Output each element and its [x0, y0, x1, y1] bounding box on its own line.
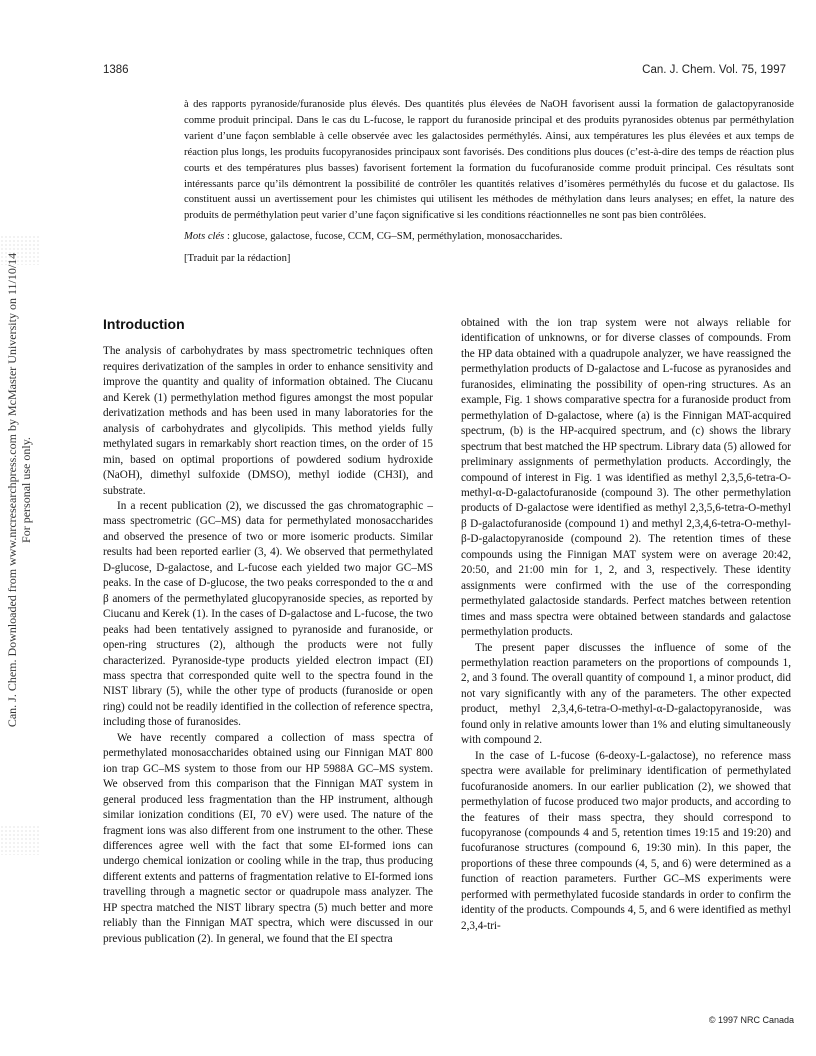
paragraph: The analysis of carbohydrates by mass spectrometric techniques often requires derivatization of the samples in order to enhance sensitivity and improve the quantity and quality of information obtained. The Ciucanu and Kerek (1) permethylation method figures amongst the most popular derivatization methods and has been used in many laboratories for the analysis of carbohydrates and glycolipids. This method yields fully methylated sugars in remarkably short reaction times, on the order of 15 min, based on optimal proportions of powdered sodium hydroxide (NaOH), dimethyl sulfoxide (DMSO), methyl iodide (CH3I), and substrate. — [103, 345, 433, 497]
french-abstract — [184, 97, 794, 267]
download-watermark — [4, 252, 34, 728]
keywords-label: Mots clés — [184, 231, 225, 243]
copyright-notice: © 1997 NRC Canada — [708, 1015, 794, 1025]
right-column — [461, 316, 791, 934]
translation-note: [Traduit par la rédaction] — [184, 253, 291, 265]
keywords-line — [184, 229, 794, 245]
abstract-text: à des rapports pyranoside/furanoside plus élevés. Des quantités plus élevées de NaOH favorisent aussi la formation de galactopyranoside comme produit principal. Dans le cas du L-fucose, le rapport du furanoside principal et des produits pyranosides obtenus par perméthylation varient d’une façon semblable à celle observée avec les galactosides perméthylés. Ainsi, aux températures les plus élevées et aux temps de réaction plus longs, les produits fucopyranosides principaux sont favorisés. Des conditions plus douces (c’est-à-dire des temps de réaction plus courts et des températures plus basses) favorisent fortement la formation du fucofuranoside comme produit principal. Ces résultats sont intéressants parce qu’ils démontrent la possibilité de contrôler les quantités relatives d’isomères perméthylés du fucose et du galactose. Ils constituent aussi un avertissement pour les chimistes qui utilisent les méthodes de méthylation dans leurs analyses; en effet, la nature des produits de perméthylation peut varier d’une façon significative si les conditions réactionnelles ne sont pas bien contrôlées. — [184, 99, 794, 222]
watermark-line-1: Can. J. Chem. Downloaded from www.nrcresearchpress.com by McMaster University on 11/10/14 — [5, 252, 19, 728]
journal-citation: Can. J. Chem. Vol. 75, 1997 — [642, 64, 786, 76]
section-title: Introduction — [103, 316, 185, 332]
paragraph: In a recent publication (2), we discussed the gas chromatographic – mass spectrometric (GC–MS) data for permethylated monosaccharides and observed the presence of two or more isomeric products. Similar results had been reported earlier (3, 4). We observed that permethylated D-glucose, D-galactose, and L-fucose each yielded two major GC–MS peaks. In the case of D-glucose, the two peaks corresponded to the α and β anomers of the permethylated glucopyranoside species, as reported by Ciucanu and Kerek (1). In the cases of D-galactose and L-fucose, the two peaks had been tentatively assigned to pyranoside and furanoside, or open-ring structures (2), although the products were not fully characterized. Pyranoside-type products yielded electron impact (EI) mass spectra that corresponded quite well to the spectra found in the NIST library (5), while the other type of products (furanoside or open ring) could not be readily identified in the collection of reference spectra, including those of furanosides. — [103, 499, 433, 729]
keywords-list: : glucose, galactose, fucose, CCM, CG–SM, perméthylation, monosaccharides. — [224, 231, 563, 243]
paragraph: We have recently compared a collection of mass spectra of permethylated monosaccharides obtained using our Finnigan MAT 800 ion trap GC–MS system to those from our HP 5988A GC–MS system. We observed from this comparison that the Finnigan MAT system in general produced less fragmentation than the HP instrument, although similar ionization conditions (EI, 70 eV) were used. The nature of the fragment ions was also different from one instrument to the other. These differences agree well with the fact that some EI-formed ions can undergo chemical ionization or cooling while in the trap, thus producing different extents and patterns of fragmentation relative to EI-formed ions travelling through a magnetic sector or quadrupole mass analyzer. The HP spectra matched the NIST library spectra (5) much better and more reliably than the Finnigan MAT spectra, which were discussed in our previous publication (2). In general, we found that the EI spectra — [103, 731, 433, 945]
watermark-line-2: For personal use only. — [19, 437, 33, 543]
scan-noise-bottom — [0, 825, 40, 855]
paragraph: The present paper discusses the influence of some of the permethylation reaction parameters on the proportions of compounds 1, 2, and 3 found. The overall quantity of compound 1, a minor product, did not vary significantly with any of the parameters. The other expected product, methyl 2,3,4,6-tetra-O-methyl-α-D-galactopyranoside, was found only in relative amounts lower than 1% and eluting simultaneously with compound 2. — [461, 641, 791, 747]
left-column — [103, 316, 433, 947]
paragraph: obtained with the ion trap system were not always reliable for identification of unknowns, or for diverse classes of compounds. From the HP data obtained with a quadrupole analyzer, we have reassigned the permethylation products of D-galactose and L-fucose as pyranosides and furanosides, eliminating the possibility of open-ring structures. As an example, Fig. 1 shows comparative spectra for a furanoside product from permethylation of D-galactose, where (a) is the Finnigan MAT-acquired spectrum, (b) is the HP-acquired spectrum, and (c) shows the library spectrum that best matched the HP spectrum. Library data (5) allowed for preliminary assignments of permethylation products. Accordingly, the compound of interest in Fig. 1 was identified as methyl 2,3,5,6-tetra-O-methyl-α-D-galactofuranoside (compound 3). The other permethylation products of D-galactose were identified as methyl 2,3,5,6-tetra-O-methyl β D-galactofuranoside (compound 1) and methyl 2,3,4,6-tetra-O-methyl-β-D-galactopyranoside (compound 2). The retention times of these compounds using the Finnigan MAT system were on average 20:42, 20:50, and 21:00 min for 1, 2, and 3, respectively. These identity assignments were confirmed with the use of the corresponding permethylated galactoside standards. Perfect matches between retention times and mass spectra were obtained between standards and galactose permethylation products. — [461, 317, 791, 639]
page-number: 1386 — [103, 64, 129, 76]
download-watermark-text — [5, 253, 33, 727]
paragraph: In the case of L-fucose (6-deoxy-L-galactose), no reference mass spectra were available for preliminary identification of permethylated fucofuranoside anomers. In our earlier publication (2), we showed that permethylation of fucose produced two major products, and according to the features of their mass spectra, they should correspond to fucopyranose (compounds 4 and 5, retention times 19:15 and 19:20) and fucofuranose structures (compound 6, 19:30 min). In this paper, the proportions of these three compounds (4, 5, and 6) were determined as a function of reaction parameters. Further GC–MS experiments were performed with permethylated fucoside standards in order to confirm the identity of the products. Compounds 4, 5, and 6 were identified as methyl 2,3,4-tri- — [461, 749, 791, 932]
